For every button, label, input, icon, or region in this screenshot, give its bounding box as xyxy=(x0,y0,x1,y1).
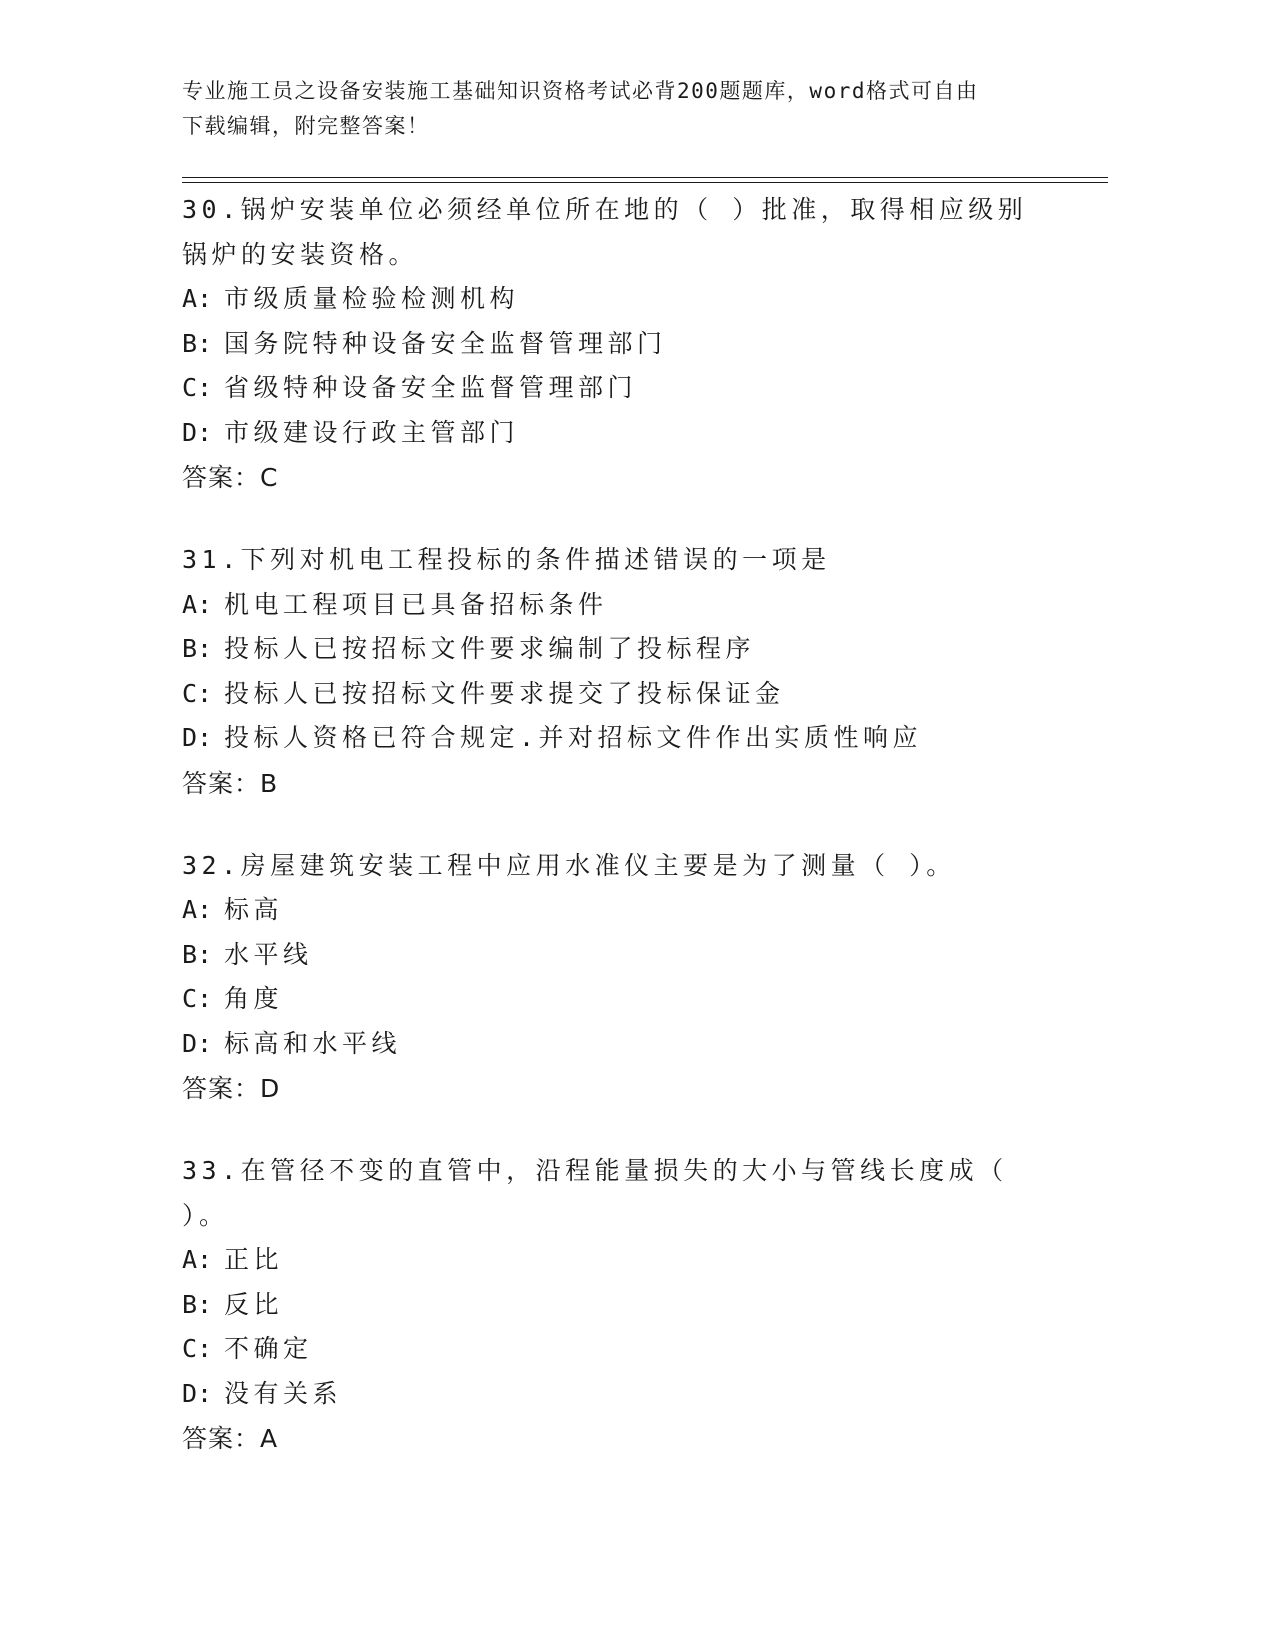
option-b xyxy=(182,1283,1042,1328)
option-text: 省级特种设备安全监督管理部门 xyxy=(224,373,638,402)
answer-label: 答案：D xyxy=(182,1074,281,1103)
document-header xyxy=(182,74,1062,144)
answer-label: 答案：C xyxy=(182,463,279,492)
option-key: A: xyxy=(182,1245,213,1274)
question-30 xyxy=(182,188,1082,501)
option-text: 投标人已按招标文件要求提交了投标保证金 xyxy=(224,678,785,708)
option-d xyxy=(182,716,1042,761)
option-text: 市级质量检验检测机构 xyxy=(224,284,520,313)
option-key: B: xyxy=(182,328,213,358)
option-key: B: xyxy=(182,939,213,969)
question-text: 32.房屋建筑安装工程中应用水准仪主要是为了测量（ ）。 xyxy=(182,850,956,880)
option-key: D: xyxy=(182,417,213,447)
answer-label: 答案：B xyxy=(182,768,279,798)
option-b xyxy=(182,322,1042,367)
option-text: 机电工程项目已具备招标条件 xyxy=(224,589,608,619)
option-b xyxy=(182,627,1042,672)
option-text: 角度 xyxy=(224,984,284,1013)
question-text: 31.下列对机电工程投标的条件描述错误的一项是 xyxy=(182,545,831,574)
option-key: D: xyxy=(182,723,213,752)
question-31 xyxy=(182,538,1082,807)
question-32 xyxy=(182,844,1082,1113)
option-b xyxy=(182,933,1042,978)
option-key: C: xyxy=(182,1334,213,1363)
option-text: 不确定 xyxy=(224,1334,313,1363)
option-c xyxy=(182,977,1042,1022)
option-c xyxy=(182,366,1042,411)
option-text: 标高 xyxy=(224,895,284,924)
option-c xyxy=(182,672,1042,717)
option-a xyxy=(182,1238,1042,1283)
option-d xyxy=(182,1022,1042,1067)
option-text: 水平线 xyxy=(224,939,313,969)
option-text: 正比 xyxy=(224,1245,284,1274)
option-text: 标高和水平线 xyxy=(224,1028,402,1058)
option-key: D: xyxy=(182,1028,213,1058)
option-d xyxy=(182,411,1042,456)
option-text: 投标人已按招标文件要求编制了投标程序 xyxy=(224,634,756,663)
option-d xyxy=(182,1372,1042,1417)
option-key: D: xyxy=(182,1378,213,1408)
option-a xyxy=(182,583,1042,628)
question-33 xyxy=(182,1149,1082,1462)
header-divider-thin xyxy=(182,182,1108,183)
option-key: C: xyxy=(182,984,213,1013)
answer-label: 答案：A xyxy=(182,1424,279,1453)
question-list xyxy=(182,188,1082,1499)
question-text: 30.锅炉安装单位必须经单位所在地的（ ）批准，取得相应级别锅炉的安装资格。 xyxy=(182,195,1028,269)
option-key: B: xyxy=(182,1289,213,1319)
option-key: C: xyxy=(182,678,213,708)
option-a xyxy=(182,888,1042,933)
option-text: 投标人资格已符合规定.并对招标文件作出实质性响应 xyxy=(224,723,923,752)
header-title-line-1: 专业施工员之设备安装施工基础知识资格考试必背200题题库，word格式可自由 xyxy=(182,79,979,103)
option-key: A: xyxy=(182,284,213,313)
option-a xyxy=(182,277,1042,322)
question-text: 33.在管径不变的直管中，沿程能量损失的大小与管线长度成（ ）。 xyxy=(182,1156,1028,1230)
option-text: 市级建设行政主管部门 xyxy=(224,417,520,447)
option-key: C: xyxy=(182,373,213,402)
option-key: A: xyxy=(182,589,213,619)
option-key: A: xyxy=(182,895,213,924)
header-title-line-2: 下载编辑，附完整答案！ xyxy=(182,114,430,138)
option-c xyxy=(182,1327,1042,1372)
option-key: B: xyxy=(182,634,213,663)
option-text: 反比 xyxy=(224,1289,284,1319)
option-text: 没有关系 xyxy=(224,1378,343,1408)
header-divider-thick xyxy=(182,177,1108,178)
option-text: 国务院特种设备安全监督管理部门 xyxy=(224,328,667,358)
